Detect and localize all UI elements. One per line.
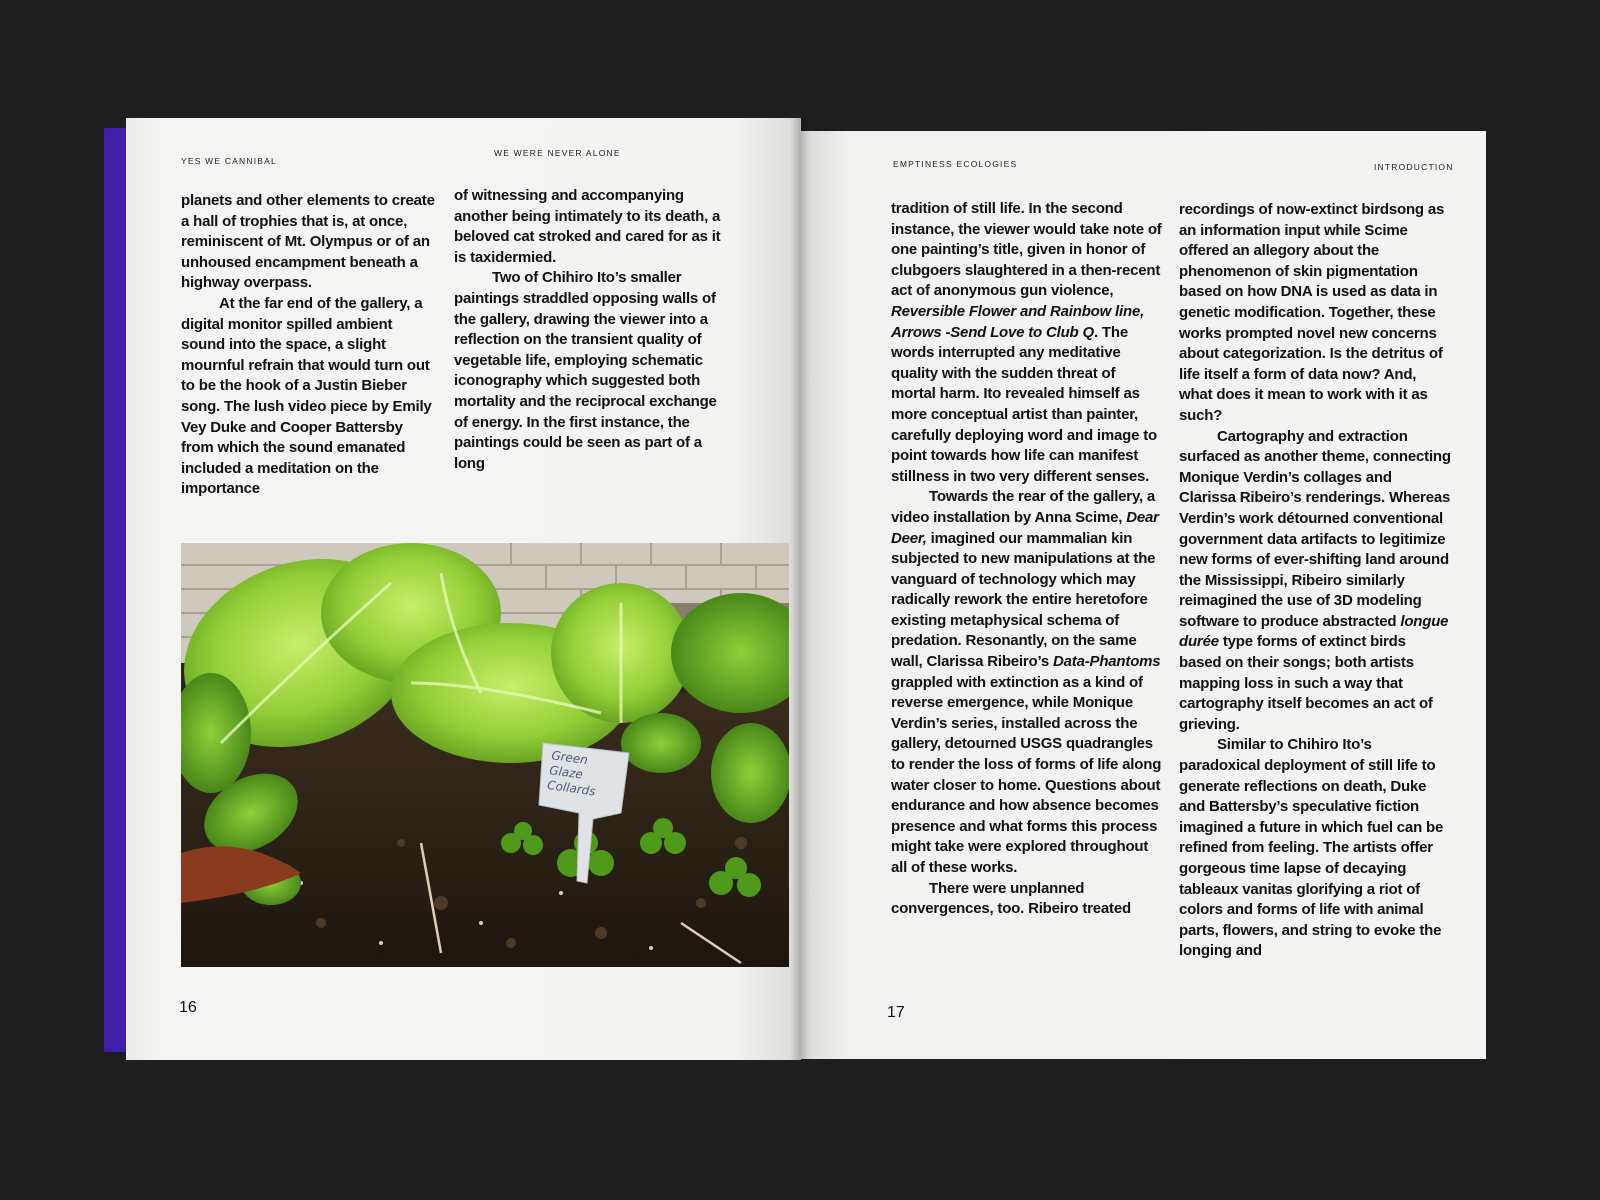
paragraph: At the far end of the gallery, a digital monitor spilled ambient sound into the space, a slight mournful refrain that would turn out to be the hook of a Justin Bieber song. The lush video piece by Emily Vey Duke and Cooper Battersby from which the sound emanated included a meditation on the importance: [181, 294, 432, 498]
paragraph: Cartography and extraction surfaced as another theme, connecting Monique Verdin’s collages and Clarissa Ribeiro’s renderings. Whereas Verdin’s work détourned conventional government data artifacts to legitimize new forms of ever-shifting land around the Mississippi, Ribeiro similarly reimagined the use of 3D modeling software to produce abstracted longue durée type forms of extinct birds based on their songs; both artists mapping loss in such a way that cartography itself becomes an act of grieving.: [1179, 427, 1451, 733]
artwork-title: Data-Phantoms: [1053, 653, 1161, 671]
page-number-left: 16: [179, 999, 197, 1016]
paragraph: Similar to Chihiro Ito’s paradoxical deployment of still life to generate reflections on death, Duke and Battersby’s speculative fiction imagined a future in which fuel can be refined from feeling. The artists offer gorgeous time lapse of decaying tableaux vanitas glorifying a riot of colors and forms of life with animal parts, flowers, and string to evoke the longing and: [1179, 736, 1444, 960]
plant-label-text: Green Glaze Collards: [546, 748, 597, 799]
running-head-right: INTRODUCTION: [1374, 162, 1454, 172]
paragraph: Towards the rear of the gallery, a video installation by Anna Scime, Dear Deer, imagined our mammalian kin subjected to new manipulations at the vanguard of technology which may radically rework the entire heretofore existing metaphysical schema of predation. Resonantly, on the same wall, Clarissa Ribeiro’s Data-Phantoms grappled with extinction as a kind of reverse emergence, while Monique Verdin’s series, installed across the gallery, detourned USGS quadrangles to render the loss of forms of life along water closer to home. Questions about endurance and how absence becomes presence and what forms this process might take were explored throughout all of these works.: [891, 488, 1162, 876]
left-column-2: [454, 186, 724, 474]
book-gutter: [790, 118, 810, 1060]
artwork-title: Reversible Flower and Rainbow line, Arrows -Send Love to Club Q: [891, 302, 1145, 341]
page-number-right: 17: [887, 1004, 905, 1021]
paragraph: There were unplanned convergences, too. Ribeiro treated: [891, 879, 1131, 918]
paragraph: of witnessing and accompanying another being intimately to its death, a beloved cat stroked and cared for as it is taxidermied.: [454, 187, 721, 266]
artwork-title: Dear Deer,: [891, 508, 1159, 547]
garden-photo: [181, 543, 789, 967]
right-column-2: [1179, 200, 1451, 962]
running-head-center: WE WERE NEVER ALONE: [494, 148, 621, 158]
paragraph: recordings of now-extinct birdsong as an information input while Scime offered an allegory about the phenomenon of skin pigmentation based on how DNA is used as data in genetic modification. Together, these works prompted novel new concerns about categorization. Is the detritus of life itself a form of data now? And, what does it mean to work with it as such?: [1179, 201, 1445, 424]
running-head-left: YES WE CANNIBAL: [181, 156, 277, 166]
artwork-title: longue durée: [1179, 612, 1449, 651]
right-column-1: [891, 199, 1163, 920]
paragraph: Two of Chihiro Ito’s smaller paintings straddled opposing walls of the gallery, drawing the viewer into a reflection on the transient quality of vegetable life, employing schematic iconography which suggested both mortality and the reciprocal exchange of energy. In the first instance, the paintings could be seen as part of a long: [454, 269, 717, 472]
paragraph: planets and other elements to create a hall of trophies that is, at once, reminiscent of Mt. Olympus or of an unhoused encampment beneath a highway overpass.: [181, 192, 435, 292]
running-head-left: EMPTINESS ECOLOGIES: [893, 159, 1018, 169]
paragraph: tradition of still life. In the second instance, the viewer would take note of one painting’s title, given in honor of clubgoers slaughtered in a then-recent act of anonymous gun violence, Reversible Flower and Rainbow line, Arrows -Send Love to Club Q. The words interrupted any meditative quality with the sudden threat of mortal harm. Ito revealed himself as more conceptual artist than painter, carefully deploying word and image to point towards how life can manifest stillness in two very different senses.: [891, 200, 1162, 485]
left-column-1: [181, 191, 437, 500]
